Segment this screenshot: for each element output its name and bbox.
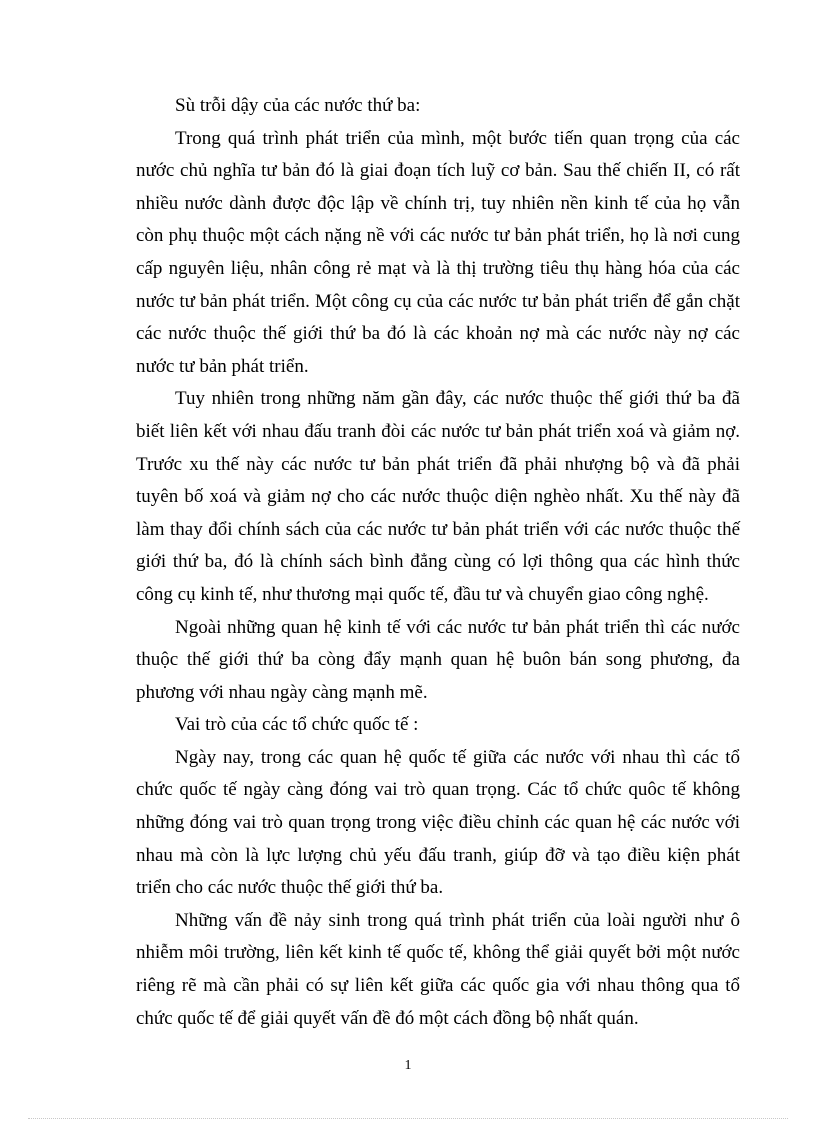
paragraph-capital-accumulation: Trong quá trình phát triển của mình, một bước tiến quan trọng của các nước chủ nghĩa tư bản đó là giai đoạn tích luỹ cơ bản. Sau thế chiến II, có rất nhiều nước dành được độc lập về chính trị, tuy nhiên nền kinh tế của họ vẫn còn phụ thuộc một cách nặng nề với các nước tư bản phát triển, họ là nơi cung cấp nguyên liệu, nhân công rẻ mạt và là thị trường tiêu thụ hàng hóa của các nước tư bản phát triển. Một công cụ của các nước tư bản phát triển để gắn chặt các nước thuộc thế giới thứ ba đó là các khoản nợ mà các nước này nợ các nước tư bản phát triển. <box>136 127 740 377</box>
paragraph-global-issues: Những vấn đề nảy sinh trong quá trình phát triển của loài người như ô nhiễm môi trường, liên kết kinh tế quốc tế, không thể giải quyết bởi một nước riêng rẽ mà cần phải có sự liên kết giữa các quốc gia với nhau thông qua tổ chức quốc tế để giải quyết vấn đề đó một cách đồng bộ nhất quán. <box>136 909 740 1029</box>
paragraph-debt-relief: Tuy nhiên trong những năm gần đây, các nước thuộc thế giới thứ ba đã biết liên kết với nhau đấu tranh đòi các nước tư bản phát triển xoá và giảm nợ. Trước xu thế này các nước tư bản phát triển đã phải nhượng bộ và đã phải tuyên bố xoá và giảm nợ cho các nước thuộc diện nghèo nhất. Xu thế này đã làm thay đổi chính sách của các nước tư bản phát triển với các nước thuộc thế giới thứ ba, đó là chính sách bình đẳng cùng có lợi thông qua các hình thức công cụ kinh tế, như thương mại quốc tế, đầu tư và chuyển giao công nghệ. <box>136 388 740 605</box>
paragraph-international-orgs-role: Ngày nay, trong các quan hệ quốc tế giữa các nước với nhau thì các tổ chức quốc tế ngày càng đóng vai trò quan trọng. Các tổ chức quôc tế không những đóng vai trò quan trọng trong việc điều chỉnh các quan hệ các nước với nhau mà còn là lực lượng chủ yếu đấu tranh, giúp đỡ và tạo điều kiện phát triển cho các nước thuộc thế giới thứ ba. <box>136 746 740 899</box>
section-heading-third-world-rise: Sù trỗi dậy của các nước thứ ba: <box>175 95 421 116</box>
section-heading-international-orgs: Vai trò của các tổ chức quốc tế : <box>175 714 419 736</box>
page-bottom-divider <box>28 1118 788 1119</box>
paragraph-bilateral-trade: Ngoài những quan hệ kinh tế với các nước tư bản phát triển thì các nước thuộc thế giới thứ ba còng đẩy mạnh quan hệ buôn bán song phương, đa phương với nhau ngày càng mạnh mẽ. <box>136 616 740 703</box>
page-body <box>136 90 740 1035</box>
page-number: 1 <box>404 1058 412 1073</box>
